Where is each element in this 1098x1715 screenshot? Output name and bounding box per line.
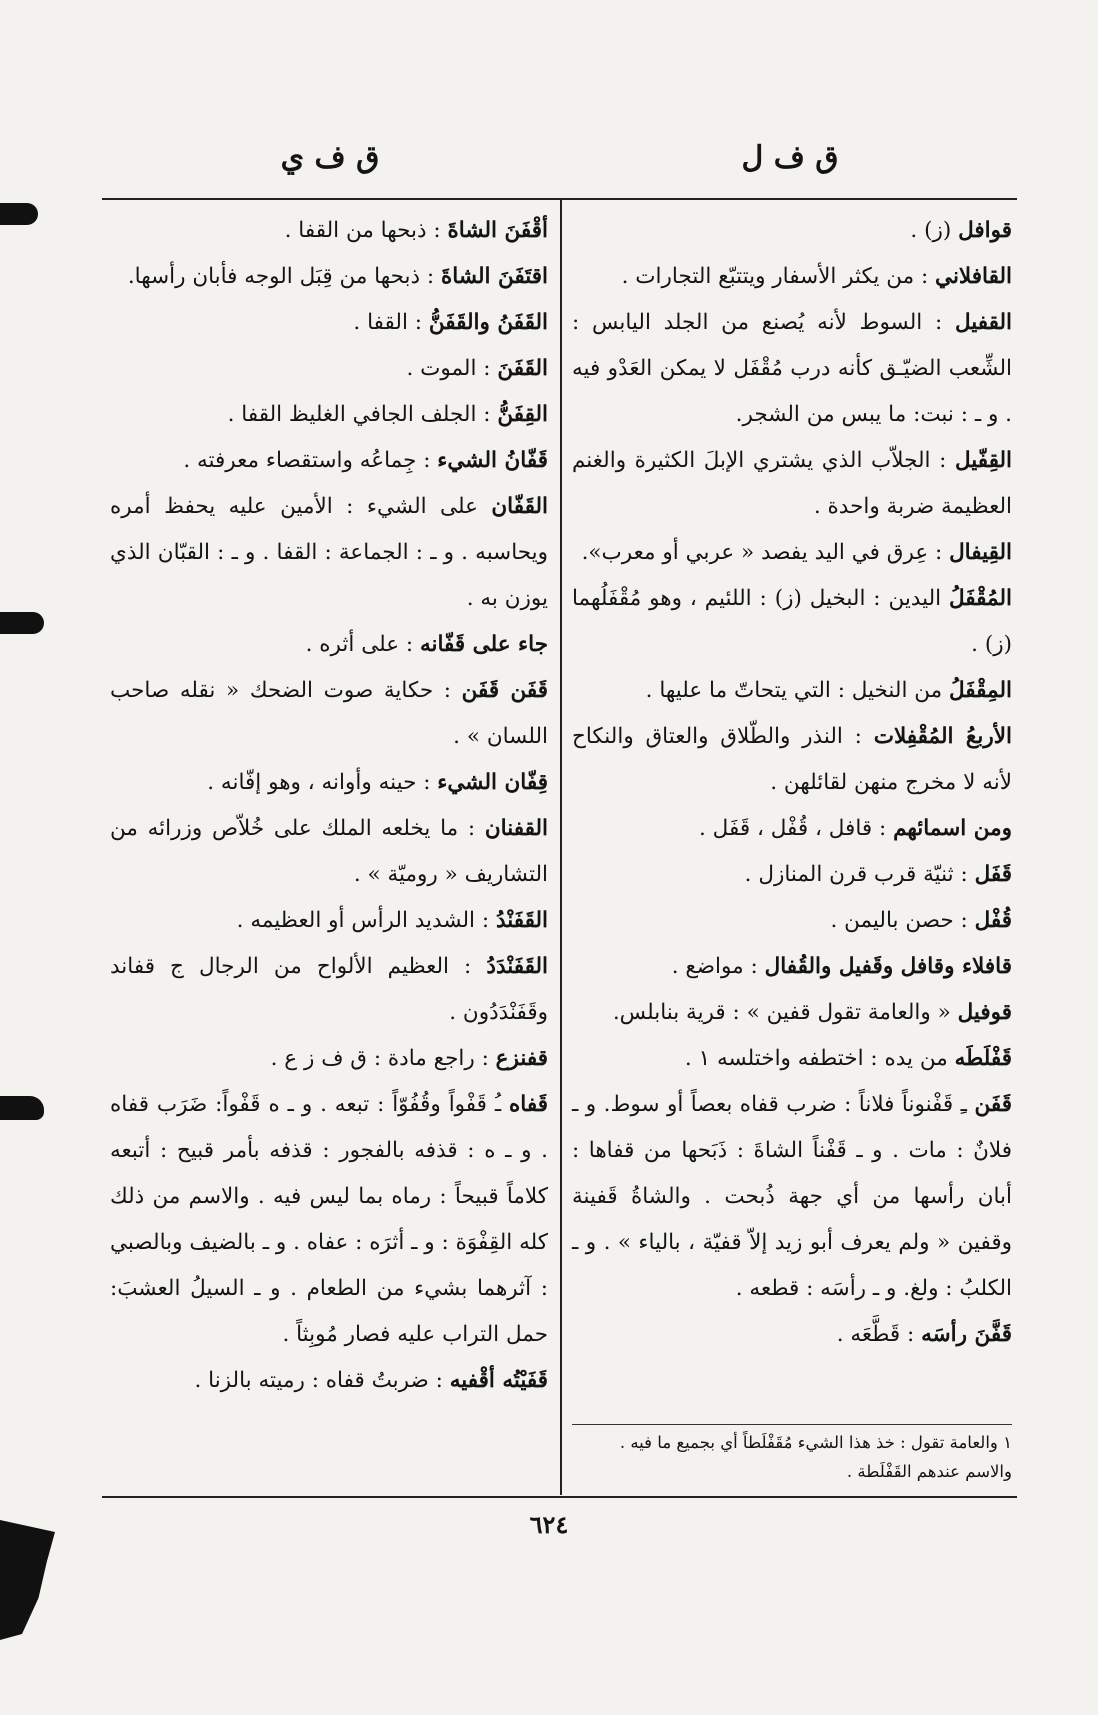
definition: : السوط لأنه يُصنع من الجلد اليابس : الشِّعب الضيّـق كأنه درب مُقْفَل لا يمكن العَدْو فيه . و ـ : نبت: ما يبس من الشجر. [572,310,1012,427]
definition: من النخيل : التي يتحاتّ ما عليها . [645,678,949,703]
bottom-rule [102,1496,1017,1498]
definition: : ذبحها من قِبَل الوجه فأبان رأسها. [127,264,441,289]
page-edge-shadow [0,1520,55,1640]
headword: قوافل [958,218,1012,243]
definition: : ثنيّة قرب قرن المنازل . [744,862,975,887]
dictionary-entry [110,1082,548,1358]
dictionary-entry [572,1082,1012,1312]
footnote-rule [572,1424,1012,1425]
dictionary-entry [572,898,1012,944]
dictionary-entry [110,622,548,668]
dictionary-entry [572,208,1012,254]
definition: : جِماعُه واستقصاء معرفته . [183,448,438,473]
left-column-root-header: ق ف ي [280,140,380,175]
dictionary-entry [110,392,548,438]
definition: : حينه وأوانه ، وهو إفّانه . [207,770,438,795]
definition: : ذبحها من القفا . [284,218,448,243]
definition: : راجع مادة : ق ف ز ع . [270,1046,496,1071]
column-divider [560,200,562,1495]
right-column [572,208,1012,1358]
definition: : على أثره . [305,632,420,657]
left-column [110,208,548,1404]
thumb-index-tab [0,612,44,634]
headword: المِقْفَلُ [949,678,1012,703]
dictionary-entry [110,300,548,346]
thumb-index-tab [0,1096,44,1120]
dictionary-entry [572,806,1012,852]
definition: من يده : اختطفه واختلسه ١ . [684,1046,955,1071]
dictionary-entry [572,576,1012,668]
headword: القِيفال [949,540,1012,565]
dictionary-entry [110,254,548,300]
dictionary-entry [572,438,1012,530]
headword: القَفَنْدُ [495,908,548,933]
definition: : حكاية صوت الضحك « نقله صاحب اللسان » . [110,678,548,749]
dictionary-entry [110,346,548,392]
headword: القَفَنُ والقَفَنُّ [428,310,548,335]
definition: : قَطَّعَه . [836,1322,922,1347]
headword: قفنزع [495,1046,548,1071]
headword: جاء على قَفّانه [419,632,548,657]
dictionary-entry [572,254,1012,300]
dictionary-entry [572,300,1012,438]
headword: قَفَن قَفَن [461,678,548,703]
definition: ـُ قَفْواً وقُفُوّاً : تبعه . و ـ ه قَفْواً: ضَرَب قفاه . و ـ ه : قذفه بالفجور : قذفه بأمر قبيح : أتبعه كلاماً قبيحاً : رماه بما ليس فيه . والاسم من ذلك كله القِفْوَة : و ـ أثرَه : عفاه . و ـ بالضيف وبالصبي : آثرهما بشيء من الطعام . و ـ السيلُ العشبَ: حمل التراب عليه فصار مُوبِثاً . [110,1092,548,1347]
dictionary-entry [110,1358,548,1404]
dictionary-entry [110,208,548,254]
headword: القَفّان [491,494,548,519]
dictionary-entry [110,484,548,622]
headword: القفيل [954,310,1012,335]
definition: : العظيم الألواح من الرجال ج قفاند وقَفَنْدَدُون . [110,954,548,1025]
headword: المُقْفَلُ [949,586,1012,611]
headword: القَفَنَ [497,356,548,381]
headword: الأربعُ المُقْفِلات [873,724,1012,749]
footnote: ١ والعامة تقول : خذ هذا الشيء مُقَفْلَطاً أي بجميع ما فيه . والاسم عندهم القَفْلَطة . [619,1433,1012,1481]
definition: : مواضع . [671,954,765,979]
definition: اليدين : البخيل (ز) : اللئيم ، وهو مُقْفَلُهما (ز) . [572,586,1012,657]
headword: قَفَّنَ رأسَه [921,1322,1012,1347]
definition: : الموت . [406,356,498,381]
page-number: ٦٢٤ [529,1510,569,1539]
dictionary-entry [110,1036,548,1082]
headword: قافلاء وقافل وقَفيل والقُفال [764,954,1012,979]
headword: القِفَنُّ [497,402,548,427]
definition: : قافل ، قُفْل ، قَفَل . [699,816,894,841]
headword: قَفّانُ الشيء [437,448,548,473]
definition: على الشيء : الأمين عليه يحفظ أمره ويحاسبه . و ـ : الجماعة : القفا . و ـ : القبّان الذي يوزن به . [110,494,548,611]
definition: ـِ قَفْنوناً فلاناً : ضرب قفاه بعصاً أو سوط. و ـ فلانٌ : مات . و ـ قَفْناً الشاةَ : ذَبَحها من قفاها : أبان رأسها من أي جهة ذُبحت . والشاةُ قَفينة وقفين « ولم يعرف أبو زيد إلاّ قفيّة ، بالياء » . و ـ الكلبُ : ولغ. و ـ رأسَه : قطعه . [572,1092,1012,1301]
headword: قُفْل [974,908,1012,933]
headword: القافلاني [935,264,1012,289]
dictionary-entry [572,714,1012,806]
dictionary-entry [110,944,548,1036]
headword: قوفيل [957,1000,1012,1025]
headword: القِفّيل [954,448,1012,473]
definition: (ز) . [910,218,959,243]
dictionary-entry [572,530,1012,576]
definition: « والعامة تقول قفين » : قرية بنابلس. [612,1000,958,1025]
definition: : عِرق في اليد يفصد « عربي أو معرب». [581,540,950,565]
headword: ومن اسمائهم [893,816,1012,841]
definition: : ما يخلعه الملك على خُلاّص وزرائه من التشاريف « روميّة » . [110,816,548,887]
dictionary-entry [110,438,548,484]
headword: القَفَنْدَدُ [486,954,548,979]
headword: قَفاه [509,1092,548,1117]
dictionary-entry [572,1312,1012,1358]
dictionary-entry [110,760,548,806]
dictionary-entry [110,668,548,760]
headword: قَفَن [974,1092,1012,1117]
definition: : من يكثر الأسفار ويتتبّع التجارات . [621,264,936,289]
dictionary-entry [572,668,1012,714]
headword: قَفْلَطَه [954,1046,1012,1071]
headword: القفنان [484,816,548,841]
definition: : حصن باليمن . [830,908,975,933]
headword: قَفَيْتُه أقْفيه [449,1368,548,1393]
dictionary-entry [110,806,548,898]
headword: قِفّان الشيء [437,770,548,795]
headword: قَفَل [974,862,1012,887]
definition: : القفا . [353,310,429,335]
right-column-root-header: ق ف ل [741,140,839,175]
dictionary-entry [572,852,1012,898]
definition: : الجلاّب الذي يشتري الإبلَ الكثيرة والغنم العظيمة ضربة واحدة . [572,448,1012,519]
definition: : النذر والطّلاق والعتاق والنكاح لأنه لا مخرج منهن لقائلهن . [572,724,1012,795]
headword: اقتَفَنَ الشاةَ [441,264,548,289]
dictionary-entry [572,990,1012,1036]
dictionary-entry [110,898,548,944]
headword: أقْفَنَ الشاةَ [447,218,548,243]
definition: : الجلف الجافي الغليظ القفا . [227,402,498,427]
definition: : الشديد الرأس أو العظيمه . [236,908,496,933]
dictionary-entry [572,1036,1012,1082]
dictionary-entry [572,944,1012,990]
definition: : ضربتُ قفاه : رميته بالزنا . [194,1368,450,1393]
thumb-index-tab [0,203,38,225]
